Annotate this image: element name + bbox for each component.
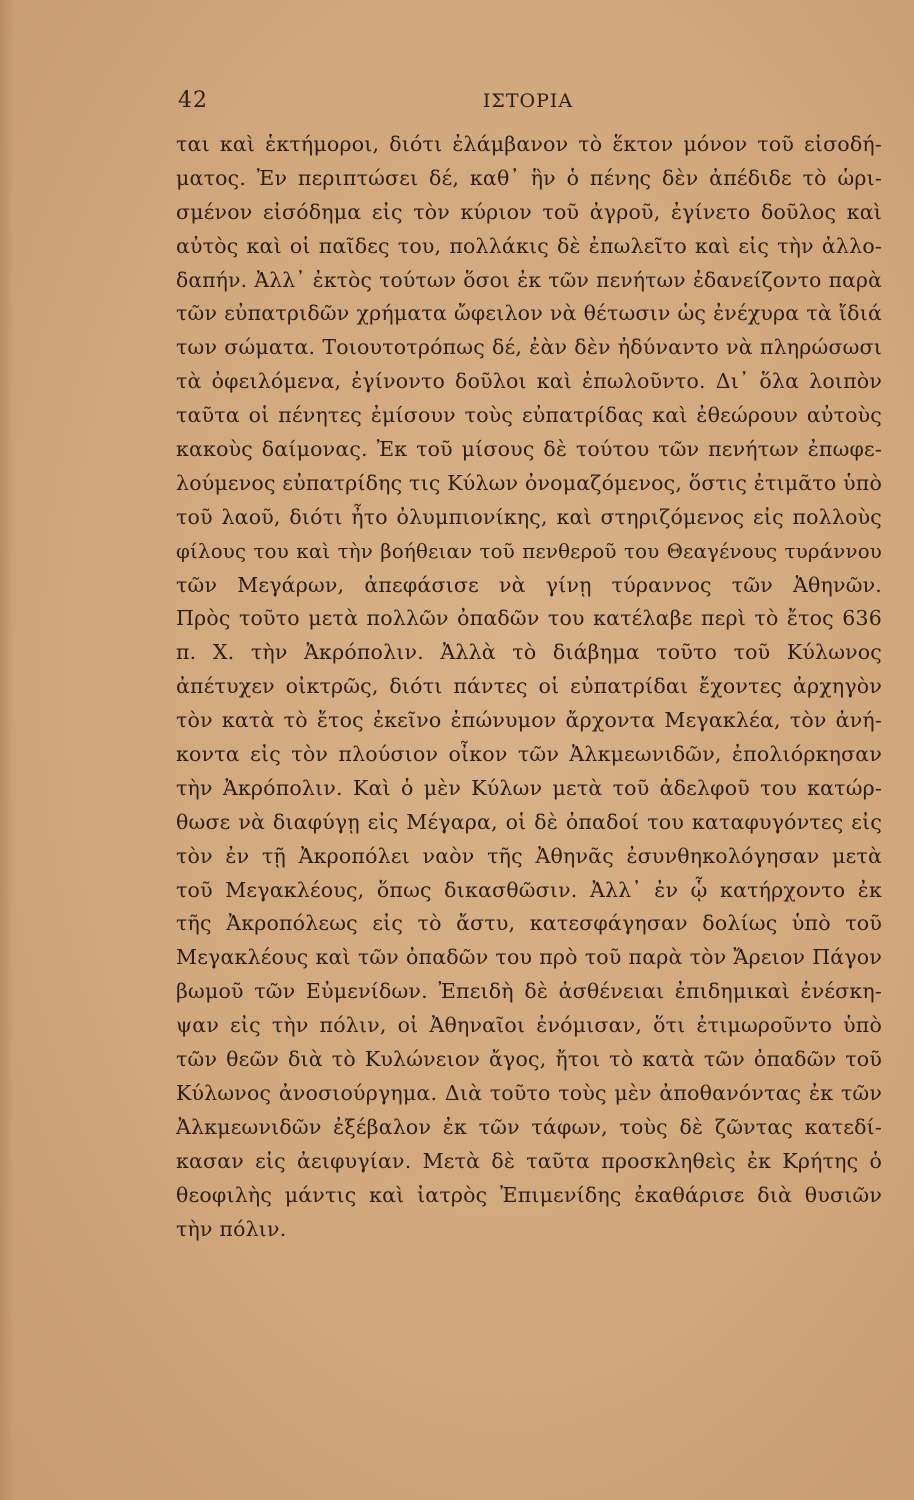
- running-title: ΙΣΤΟΡΙΑ: [482, 90, 574, 112]
- text-line: βωμοῦ τῶν Εὐμενίδων. Ἐπειδὴ δὲ ἀσθένειαι ἐπιδημικαὶ ἐνέσκη-: [176, 979, 882, 1004]
- text-line: κασαν εἰς ἀειφυγίαν. Μετὰ δὲ ταῦτα προσκληθεὶς ἐκ Κρήτης ὁ: [176, 1148, 882, 1173]
- text-line: τοῦ λαοῦ, διότι ἦτο ὀλυμπιονίκης, καὶ στηριζόμενος εἰς πολλοὺς: [176, 504, 882, 529]
- text-line: ταῦτα οἱ πένητες ἐμίσουν τοὺς εὐπατρίδας καὶ ἐθεώρουν αὐτοὺς: [176, 403, 882, 428]
- text-line: τὰ ὀφειλόμενα, ἐγίνοντο δοῦλοι καὶ ἐπωλοῦντο. Δι᾽ ὅλα λοιπὸν: [176, 369, 882, 394]
- text-line: θωσε νὰ διαφύγῃ εἰς Μέγαρα, οἱ δὲ ὀπαδοί του καταφυγόντες εἰς: [176, 809, 882, 834]
- text-line: κοντα εἰς τὸν πλούσιον οἶκον τῶν Ἀλκμεωνιδῶν, ἐπολιόρκησαν: [176, 742, 882, 767]
- text-line: τῶν Μεγάρων, ἀπεφάσισε νὰ γίνῃ τύραννος τῶν Ἀθηνῶν.: [176, 572, 882, 597]
- page-edge-shadow: [0, 0, 14, 1500]
- text-line: Κύλωνος ἀνοσιούργημα. Διὰ τοῦτο τοὺς μὲν ἀποθανόντας ἐκ τῶν: [176, 1080, 882, 1105]
- text-line: τῆς Ἀκροπόλεως εἰς τὸ ἄστυ, κατεσφάγησαν δολίως ὑπὸ τοῦ: [176, 911, 882, 936]
- text-line: των σώματα. Τοιουτοτρόπως δέ, ἐὰν δὲν ἠδύναντο νὰ πληρώσωσι: [176, 335, 882, 360]
- text-line: ματος. Ἐν περιπτώσει δέ, καθ᾽ ἣν ὁ πένης δὲν ἀπέδιδε τὸ ὡρι-: [176, 165, 882, 190]
- text-line: Μεγακλέους καὶ τῶν ὀπαδῶν του πρὸ τοῦ παρὰ τὸν Ἄρειον Πάγον: [176, 945, 882, 970]
- text-line: ψαν εἰς τὴν πόλιν, οἱ Ἀθηναῖοι ἐνόμισαν, ὅτι ἐτιμωροῦντο ὑπὸ: [176, 1013, 882, 1038]
- text-line: ται καὶ ἑκτήμοροι, διότι ἐλάμβανον τὸ ἕκτον μόνον τοῦ εἰσοδή-: [176, 132, 882, 156]
- text-line: τὸν ἐν τῇ Ἀκροπόλει ναὸν τῆς Ἀθηνᾶς ἐσυνθηκολόγησαν μετὰ: [176, 843, 882, 868]
- text-line: αὐτὸς καὶ οἱ παῖδες του, πολλάκις δὲ ἐπωλεῖτο καὶ εἰς τὴν ἀλλο-: [176, 233, 882, 258]
- text-line: κακοὺς δαίμονας. Ἐκ τοῦ μίσους δὲ τούτου τῶν πενήτων ἐπωφε-: [176, 437, 882, 462]
- text-line: Ἀλκμεωνιδῶν ἐξέβαλον ἐκ τῶν τάφων, τοὺς δὲ ζῶντας κατεδί-: [176, 1114, 882, 1139]
- text-line: φίλους του καὶ τὴν βοήθειαν τοῦ πενθεροῦ του Θεαγένους τυράννου: [176, 539, 882, 563]
- text-line: λούμενος εὐπατρίδης τις Κύλων ὀνομαζόμενος, ὅστις ἐτιμᾶτο ὑπὸ: [176, 470, 882, 495]
- text-line: τῶν εὐπατριδῶν χρήματα ὤφειλον νὰ θέτωσιν ὡς ἐνέχυρα τὰ ἴδιά: [176, 301, 882, 326]
- body-text: [176, 128, 882, 1246]
- page-number: 42: [178, 88, 208, 113]
- text-line: Πρὸς τοῦτο μετὰ πολλῶν ὀπαδῶν του κατέλαβε περὶ τὸ ἔτος 636: [176, 606, 882, 631]
- text-line: τὴν Ἀκρόπολιν. Καὶ ὁ μὲν Κύλων μετὰ τοῦ ἀδελφοῦ του κατώρ-: [176, 775, 882, 800]
- text-line: τῶν θεῶν διὰ τὸ Κυλώνειον ἄγος, ἤτοι τὸ κατὰ τῶν ὀπαδῶν τοῦ: [176, 1047, 882, 1072]
- text-line: δαπήν. Ἀλλ᾽ ἐκτὸς τούτων ὅσοι ἐκ τῶν πενήτων ἐδανείζοντο παρὰ: [176, 267, 882, 292]
- text-line: π. Χ. τὴν Ἀκρόπολιν. Ἀλλὰ τὸ διάβημα τοῦτο τοῦ Κύλωνος: [176, 640, 882, 665]
- text-line: ἀπέτυχεν οἰκτρῶς, διότι πάντες οἱ εὐπατρίδαι ἔχοντες ἀρχηγὸν: [176, 674, 882, 699]
- text-line: τὴν πόλιν.: [176, 1216, 287, 1241]
- text-line: τὸν κατὰ τὸ ἔτος ἐκεῖνο ἐπώνυμον ἄρχοντα Μεγακλέα, τὸν ἀνή-: [176, 708, 882, 733]
- text-line: τοῦ Μεγακλέους, ὅπως δικασθῶσιν. Ἀλλ᾽ ἐν ᾧ κατήρχοντο ἐκ: [176, 877, 882, 902]
- text-line: σμένον εἰσόδημα εἰς τὸν κύριον τοῦ ἀγροῦ, ἐγίνετο δοῦλος καὶ: [176, 199, 882, 224]
- text-line: θεοφιλὴς μάντις καὶ ἰατρὸς Ἐπιμενίδης ἐκαθάρισε διὰ θυσιῶν: [176, 1182, 882, 1207]
- page-header: [178, 88, 878, 118]
